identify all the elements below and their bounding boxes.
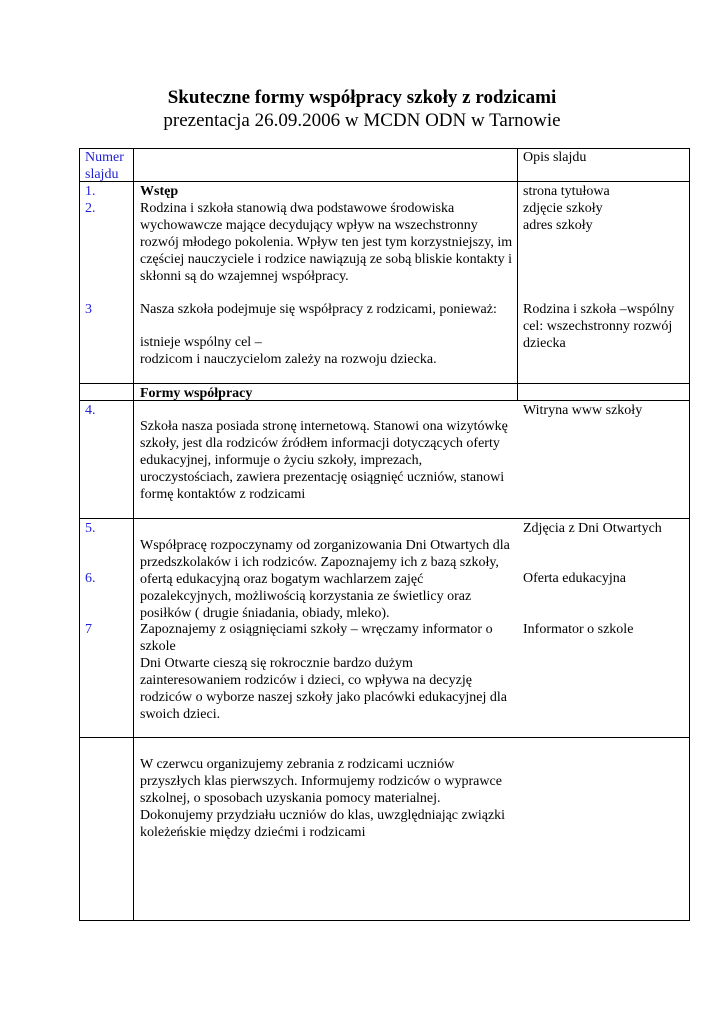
slide-description: Zdjęcia z Dni Otwartych xyxy=(523,521,662,536)
slide-description: strona tytułowa xyxy=(523,184,610,199)
slide-text: Dni Otwarte cieszą się rokrocznie bardzo dużym zainteresowaniem rodziców i dzieci, co wpływa na decyzję rodziców o wyborze naszej szkoły jako placówki edukacyjnej dla swoich dzieci. xyxy=(140,656,507,722)
header-number: Numer slajdu xyxy=(85,150,124,182)
slide-description: zdjęcie szkoły xyxy=(523,201,603,216)
slide-text: Rodzina i szkoła stanowią dwa podstawowe środowiska wychowawcze mające decydujący wpływ na wszechstronny rozwój młodego pokolenia. Wpływ ten jest tym korzystniejszy, im częściej nauczyciele i rodzice nawiązują ze sobą bliskie kontakty i skłonni są do wzajemnej współpracy. xyxy=(140,201,513,284)
slide-number: 3 xyxy=(85,302,92,317)
document-subtitle: prezentacja 26.09.2006 w MCDN ODN w Tarnowie xyxy=(163,110,561,131)
slide-text: Zapoznajemy z osiągnięciami szkoły – wręczamy informator o szkole xyxy=(140,622,493,654)
row-divider xyxy=(79,737,690,738)
section-heading: Formy współpracy xyxy=(140,386,253,401)
slide-text: Współpracę rozpoczynamy od zorganizowania Dni Otwartych dla przedszkolaków i ich rodziców. Zapoznajemy ich z bazą szkoły, ofertą edukacyjną oraz bogatym wachlarzem zajęć pozalekcyjnych, możliwością korzystania ze świetlicy oraz posiłków ( drugie śniadania, obiady, mleko). xyxy=(140,538,510,621)
slide-number: 6. xyxy=(85,571,96,586)
row-divider xyxy=(79,518,690,519)
slide-text: Nasza szkoła podejmuje się współpracy z rodzicami, ponieważ: xyxy=(140,302,497,317)
row-divider xyxy=(79,181,690,182)
table-border-left xyxy=(79,148,80,921)
slide-description: adres szkoły xyxy=(523,218,593,233)
section-heading: Wstęp xyxy=(140,184,179,199)
column-divider xyxy=(133,148,134,921)
slide-description: Informator o szkole xyxy=(523,622,634,637)
table-border-bottom xyxy=(79,920,690,921)
slide-text: istnieje wspólny cel – xyxy=(140,335,262,350)
slide-description: Oferta edukacyjna xyxy=(523,571,626,586)
table-border-right xyxy=(689,148,690,921)
slide-text: rodzicom i nauczycielom zależy na rozwoju dziecka. xyxy=(140,352,437,367)
column-divider xyxy=(517,148,518,401)
row-divider xyxy=(79,383,690,384)
slide-text: W czerwcu organizujemy zebrania z rodzicami uczniów przyszłych klas pierwszych. Informujemy rodziców o wyprawce szkolnej, o sposobach uzyskania pomocy materialnej. Dokonujemy przydziału uczniów do klas, uwzględniając związki koleżeńskie między dziećmi i rodzicami xyxy=(140,757,506,840)
slide-description: Witryna www szkoły xyxy=(523,403,643,418)
slide-number: 5. xyxy=(85,521,96,536)
slide-number: 4. xyxy=(85,403,96,418)
slide-text: Szkoła nasza posiada stronę internetową. Stanowi ona wizytówkę szkoły, jest dla rodziców źródłem informacji dotyczących oferty edukacyjnej, informuje o życiu szkoły, imprezach, uroczystościach, zawiera prezentację osiągnięć uczniów, stanowi formę kontaktów z rodzicami xyxy=(140,419,508,502)
slide-number: 2. xyxy=(85,201,96,216)
slide-description: Rodzina i szkoła –wspólny cel: wszechstronny rozwój dziecka xyxy=(523,302,675,351)
slide-number: 7 xyxy=(85,622,92,637)
slide-number: 1. xyxy=(85,184,96,199)
document-title: Skuteczne formy współpracy szkoły z rodzicami xyxy=(167,87,557,108)
header-description: Opis slajdu xyxy=(523,150,587,165)
